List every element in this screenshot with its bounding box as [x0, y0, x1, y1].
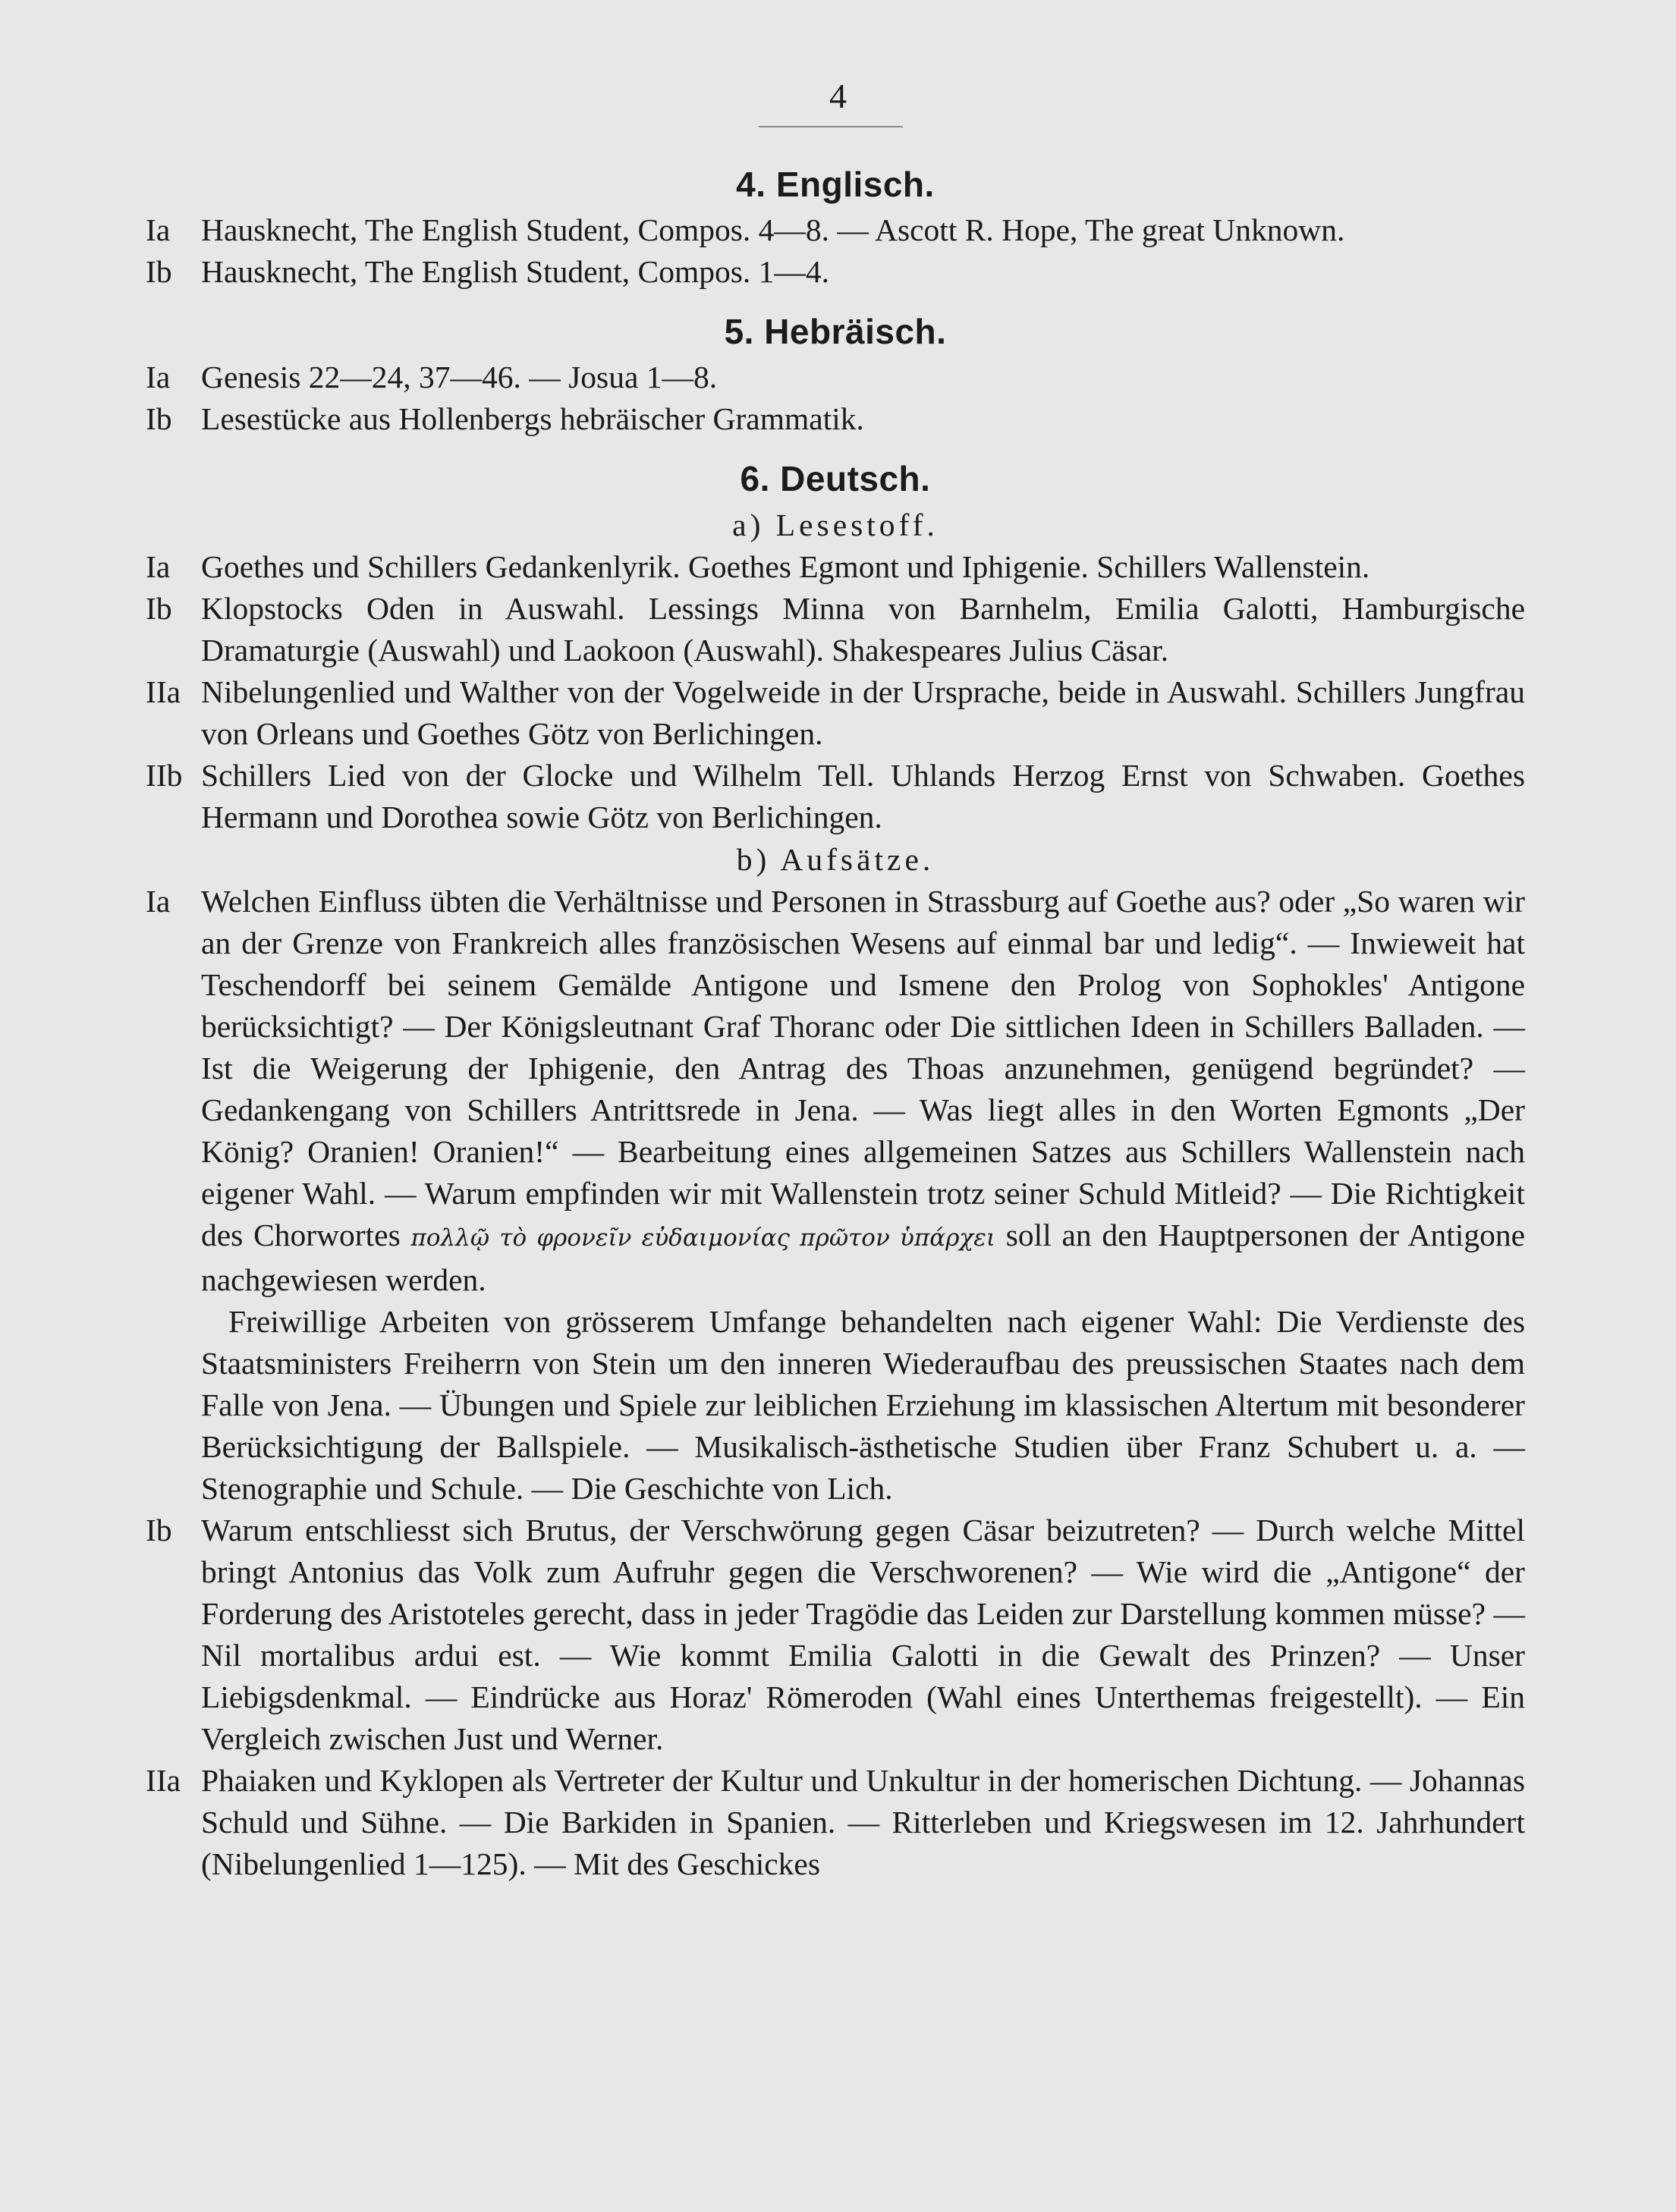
- row-text: Warum entschliesst sich Brutus, der Verschwörung gegen Cäsar beizutreten? — Durch welche Mittel bringt Antonius das Volk zum Aufruhr gegen die Verschworenen? — Wie wird die „Antigone“ der Forderung des Aristoteles gerecht, dass in jeder Tragödie das Leiden zur Darstellung kommen müsse? — Nil mortalibus ardui est. — Wie kommt Emilia Galotti in die Gewalt des Prinzen? — Unser Liebigsdenkmal. — Eindrücke aus Horaz' Römeroden (Wahl eines Unterthemas freigestellt). — Ein Vergleich zwischen Just und Werner.: [201, 1513, 1525, 1756]
- page-content: [146, 159, 1525, 1885]
- lesestoff-row-ia: [146, 546, 1525, 588]
- hebraeisch-row-ib: [146, 398, 1525, 440]
- row-text: Nibelungenlied und Walther von der Vogelweide in der Ursprache, beide in Auswahl. Schillers Jungfrau von Orleans und Goethes Götz von Berlichingen.: [201, 674, 1525, 751]
- lesestoff-row-ib: [146, 588, 1525, 671]
- class-label: Ib: [146, 401, 172, 436]
- subheading-aufsaetze: b) Aufsätze.: [736, 842, 935, 877]
- row-text: Phaiaken und Kyklopen als Vertreter der Kultur und Unkultur in der homerischen Dichtung. — Johannas Schuld und Sühne. — Die Barkiden in Spanien. — Ritterleben und Kriegswesen im 12. Jahrhundert (Nibelungenlied 1—125). — Mit des Geschickes: [201, 1763, 1525, 1881]
- greek-quote: πολλῷ τὸ φρονεῖν εὐδαιμονίας πρῶτον ὑπάρχει: [410, 1224, 995, 1252]
- row-text: Klopstocks Oden in Auswahl. Lessings Minna von Barnhelm, Emilia Galotti, Hamburgische Dramaturgie (Auswahl) und Laokoon (Auswahl). Shakespeares Julius Cäsar.: [201, 591, 1525, 668]
- lesestoff-row-iia: [146, 671, 1525, 755]
- freiwillige-arbeiten-paragraph: Freiwillige Arbeiten von grösserem Umfange behandelten nach eigener Wahl: Die Verdienste des Staatsministers Freiherrn von Stein um den inneren Wiederaufbau des preussischen Staates nach dem Falle von Jena. — Übungen und Spiele zur leiblichen Erziehung im klassischen Altertum mit besonderer Berücksichtigung der Ballspiele. — Musikalisch-ästhetische Studien über Franz Schubert u. a. — Stenographie und Schule. — Die Geschichte von Lich.: [201, 1304, 1525, 1506]
- aufsaetze-row-ia: [146, 881, 1525, 1510]
- row-text: Schillers Lied von der Glocke und Wilhelm Tell. Uhlands Herzog Ernst von Schwaben. Goethes Hermann und Dorothea sowie Götz von Berlichingen.: [201, 758, 1525, 834]
- lesestoff-row-iib: [146, 755, 1525, 838]
- hebraeisch-row-ia: [146, 357, 1525, 398]
- section-title-deutsch: 6. Deutsch.: [740, 459, 931, 498]
- class-label: IIa: [146, 674, 181, 709]
- row-text: Welchen Einfluss übten die Verhältnisse und Personen in Strassburg auf Goethe aus? oder „So waren wir an der Grenze von Frankreich alles französischen Wesens auf einmal bar und ledig“. — Inwieweit hat Teschendorff bei seinem Gemälde Antigone und Ismene den Prolog von Sophokles' Antigone berücksichtigt? — Der Königsleutnant Graf Thoranc oder Die sittlichen Ideen in Schillers Balladen. — Ist die Weigerung der Iphigenie, den Antrag des Thoas anzunehmen, genügend begründet? — Gedankengang von Schillers Antrittsrede in Jena. — Was liegt alles in den Worten Egmonts „Der König? Oranien! Oranien!“ — Bearbeitung eines allgemeinen Satzes aus Schillers Wallenstein nach eigener Wahl. — Warum empfinden wir mit Wallenstein trotz seiner Schuld Mitleid? — Die Richtigkeit des Chorwortes: [201, 884, 1525, 1252]
- row-text: Goethes und Schillers Gedankenlyrik. Goethes Egmont und Iphigenie. Schillers Wallenstein.: [201, 549, 1370, 584]
- aufsaetze-row-ib: [146, 1510, 1525, 1760]
- row-text: Hausknecht, The English Student, Compos. 4—8. — Ascott R. Hope, The great Unknown.: [201, 212, 1345, 247]
- class-label: Ib: [146, 1513, 172, 1547]
- class-label: Ib: [146, 591, 172, 626]
- row-text: Genesis 22—24, 37—46. — Josua 1—8.: [201, 360, 718, 394]
- aufsaetze-row-iia: [146, 1760, 1525, 1885]
- section-title-hebraeisch: 5. Hebräisch.: [724, 312, 947, 351]
- class-label: IIb: [146, 758, 183, 793]
- row-text: Hausknecht, The English Student, Compos. 1—4.: [201, 254, 830, 289]
- class-label: IIa: [146, 1763, 181, 1798]
- englisch-row-ia: [146, 209, 1525, 251]
- page-number: 4: [829, 77, 847, 115]
- subheading-lesestoff: a) Lesestoff.: [732, 507, 939, 542]
- class-label: Ia: [146, 360, 171, 394]
- class-label: Ia: [146, 549, 171, 584]
- class-label: Ia: [146, 884, 171, 919]
- page-number-rule: [759, 126, 903, 127]
- row-text: Lesestücke aus Hollenbergs hebräischer Grammatik.: [201, 401, 864, 436]
- class-label: Ib: [146, 254, 172, 289]
- class-label: Ia: [146, 212, 171, 247]
- row-text-continued: soll an den Hauptpersonen der Antigone nachgewiesen werden.: [201, 1218, 1525, 1297]
- section-title-englisch: 4. Englisch.: [736, 165, 935, 204]
- englisch-row-ib: [146, 251, 1525, 293]
